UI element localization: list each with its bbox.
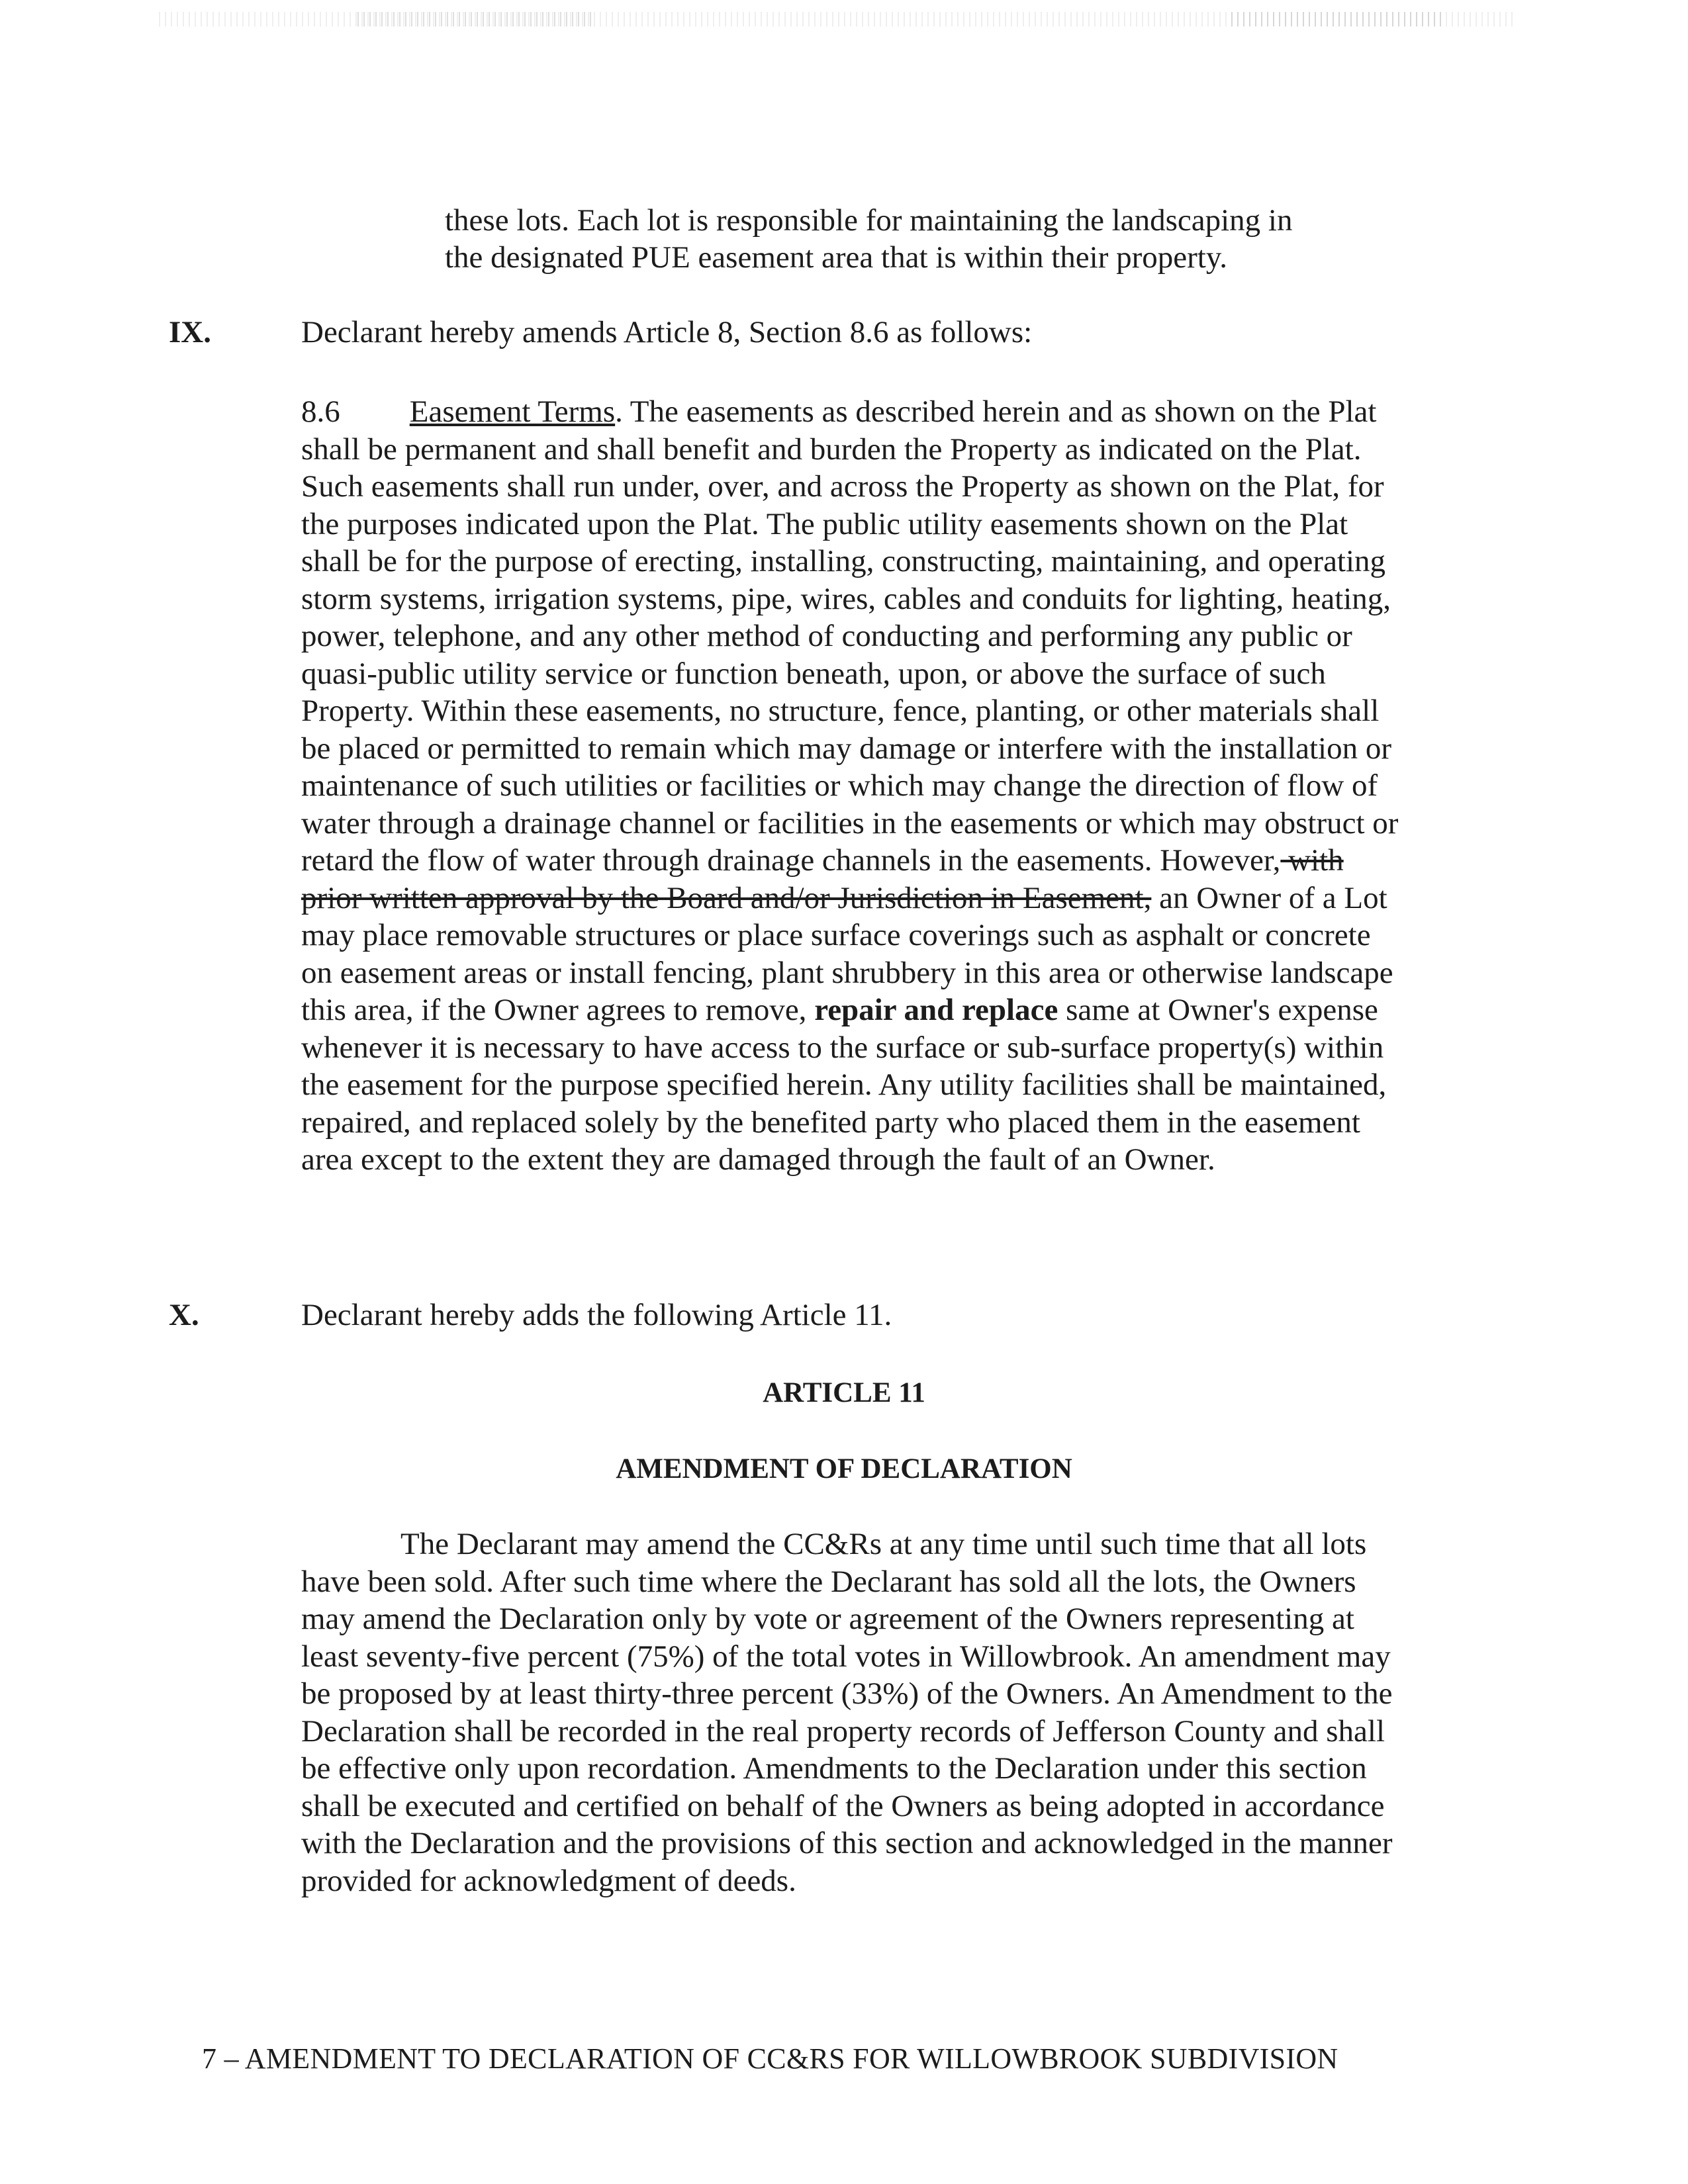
section-numeral-ix: IX. [169, 315, 211, 349]
section-x-intro: Declarant hereby adds the following Article 11. [301, 1298, 892, 1332]
continuation-line: the designated PUE easement area that is within their property. [445, 240, 1228, 275]
paragraph-text-1: . The easements as described herein and as shown on the Plat shall be permanent and shall benefit and burden the Property as indicated on the Plat. Such easements shall run under, over, and across the Property as shown on the Plat, for the purposes indicated upon the Plat. The public utility easements shown on the Plat shall be for the purpose of erecting, installing, constructing, maintaining, and operating storm systems, irrigation systems, pipe, wires, cables and conduits for lighting, heating, power, telephone, and any other method of conducting and performing any public or quasi-public utility service or function beneath, upon, or above the surface of such Property. Within these easements, no structure, fence, planting, or other materials shall be placed or permitted to remain which may damage or interfere with the installation or maintenance of such utilities or facilities or which may change the direction of flow of water through a drainage channel or facilities in the easements or which may obstruct or retard the flow of water through drainage channels in the easements. However, [301, 394, 1399, 878]
article-title: ARTICLE 11 [763, 1377, 925, 1408]
article-subtitle: AMENDMENT OF DECLARATION [616, 1453, 1072, 1484]
section-numeral-x: X. [169, 1298, 199, 1332]
section-8-6-paragraph [301, 393, 1400, 1179]
section-heading: Easement Terms [409, 394, 616, 429]
article-body-text: The Declarant may amend the CC&Rs at any time until such time that all lots have been sold. After such time where the Declarant has sold all the lots, the Owners may amend the Declaration only by vote or agreement of the Owners representing at least seventy-five percent (75%) of the total votes in Willowbrook. An amendment may be proposed by at least thirty-three percent (33%) of the Owners. An Amendment to the Declaration shall be recorded in the real property records of Jefferson County and shall be effective only upon recordation. Amendments to the Declaration under this section shall be executed and certified on behalf of the Owners as being adopted in accordance with the Declaration and the provisions of this section and acknowledged in the manner provided for acknowledgment of deeds. [301, 1527, 1393, 1898]
section-ix-intro: Declarant hereby amends Article 8, Section 8.6 as follows: [301, 315, 1033, 349]
paragraph-text-3: same at Owner's expense whenever it is necessary to have access to the surface or sub-surface property(s) within the easement for the purpose specified herein. Any utility facilities shall be maintained, repaired, and replaced solely by the benefited party who placed them in the easement area except to the extent they are damaged through the fault of an Owner. [301, 993, 1387, 1177]
scan-artifact-dense [357, 12, 596, 26]
scan-artifact-dense-right [1231, 12, 1443, 26]
bold-text: repair and replace [814, 993, 1058, 1027]
continuation-line: these lots. Each lot is responsible for maintaining the landscaping in [445, 203, 1293, 238]
section-number: 8.6 [301, 394, 340, 429]
paragraph-text-2: an Owner of a Lot may place removable structures or place surface coverings such as asphalt or concrete on easement areas or install fencing, plant shrubbery in this area or otherwise landscape this area, if the Owner agrees to remove, [301, 880, 1393, 1027]
article-body-paragraph [301, 1525, 1400, 1899]
struck-text: with prior written approval by the Board and/or Jurisdiction in Easement, [301, 843, 1344, 915]
page-footer: 7 – AMENDMENT TO DECLARATION OF CC&RS FOR WILLOWBROOK SUBDIVISION [202, 2042, 1338, 2075]
